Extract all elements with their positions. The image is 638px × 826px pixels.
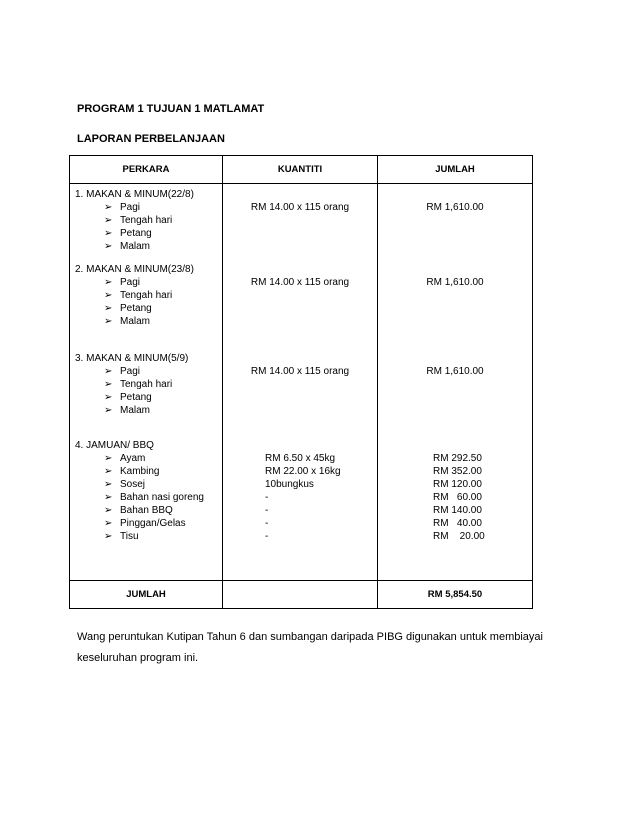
- funding-note: Wang peruntukan Kutipan Tahun 6 dan sumbangan daripada PIBG digunakan untuk membiayai keseluruhan program ini.: [77, 631, 543, 664]
- arrow-bullet-icon: ➢: [104, 453, 113, 464]
- section-title: 1. MAKAN & MINUM(22/8): [75, 189, 194, 200]
- item-label: Tengah hari: [120, 290, 173, 301]
- list-item: [75, 530, 223, 543]
- amount-value: RM 292.50: [433, 453, 482, 464]
- total-empty-cell: [223, 581, 378, 609]
- list-item: [75, 240, 223, 253]
- amount-value: RM 60.00: [433, 492, 482, 503]
- item-label: Pagi: [120, 366, 141, 377]
- item-label: Bahan BBQ: [120, 505, 173, 516]
- section-4: [75, 439, 223, 543]
- quantity-value: -: [265, 492, 269, 503]
- item-label: Petang: [120, 303, 152, 314]
- list-item: [75, 504, 223, 517]
- total-row: [70, 581, 533, 609]
- quantity-value: -: [265, 518, 269, 529]
- item-label: Pagi: [120, 277, 141, 288]
- arrow-bullet-icon: ➢: [104, 492, 113, 503]
- header-perkara: PERKARA: [70, 156, 223, 184]
- arrow-bullet-icon: ➢: [104, 366, 113, 377]
- list-item: [75, 214, 223, 227]
- list-item: [75, 378, 223, 391]
- arrow-bullet-icon: ➢: [104, 379, 113, 390]
- item-label: Tengah hari: [120, 215, 173, 226]
- arrow-bullet-icon: ➢: [104, 228, 113, 239]
- arrow-bullet-icon: ➢: [104, 290, 113, 301]
- arrow-bullet-icon: ➢: [104, 277, 113, 288]
- amount-value: RM 1,610.00: [426, 366, 484, 377]
- item-label: Petang: [120, 228, 152, 239]
- arrow-bullet-icon: ➢: [104, 303, 113, 314]
- section-title: 3. MAKAN & MINUM(5/9): [75, 353, 189, 364]
- item-label: Pagi: [120, 202, 141, 213]
- items-cell: [70, 184, 223, 581]
- arrow-bullet-icon: ➢: [104, 241, 113, 252]
- item-label: Malam: [120, 405, 151, 416]
- item-label: Tisu: [120, 531, 139, 542]
- arrow-bullet-icon: ➢: [104, 316, 113, 327]
- amount-value: RM 140.00: [433, 505, 482, 516]
- total-label: JUMLAH: [70, 581, 223, 609]
- item-label: Bahan nasi goreng: [120, 492, 204, 503]
- arrow-bullet-icon: ➢: [104, 392, 113, 403]
- item-label: Kambing: [120, 466, 160, 477]
- section-title: 4. JAMUAN/ BBQ: [75, 440, 154, 451]
- list-item: [75, 365, 223, 378]
- list-item: [75, 302, 223, 315]
- quantity-value: 10bungkus: [265, 479, 314, 490]
- amount-value: RM 352.00: [433, 466, 482, 477]
- arrow-bullet-icon: ➢: [104, 531, 113, 542]
- item-label: Pinggan/Gelas: [120, 518, 186, 529]
- item-label: Sosej: [120, 479, 146, 490]
- arrow-bullet-icon: ➢: [104, 405, 113, 416]
- list-item: [75, 465, 223, 478]
- report-subtitle: LAPORAN PERBELANJAAN: [77, 133, 225, 145]
- list-item: [75, 201, 223, 214]
- quantity-cell: [223, 184, 378, 581]
- list-item: [75, 478, 223, 491]
- arrow-bullet-icon: ➢: [104, 215, 113, 226]
- section-3: [75, 352, 223, 417]
- arrow-bullet-icon: ➢: [104, 479, 113, 490]
- quantity-value: RM 14.00 x 115 orang: [250, 366, 350, 377]
- expense-table: [69, 155, 533, 609]
- quantity-value: RM 6.50 x 45kg: [265, 453, 336, 464]
- quantity-value: RM 14.00 x 115 orang: [250, 277, 350, 288]
- arrow-bullet-icon: ➢: [104, 466, 113, 477]
- table-header-row: [70, 156, 533, 184]
- item-label: Malam: [120, 316, 151, 327]
- quantity-value: -: [265, 505, 269, 516]
- list-item: [75, 289, 223, 302]
- quantity-value: RM 14.00 x 115 orang: [250, 202, 350, 213]
- total-value: RM 5,854.50: [378, 581, 533, 609]
- header-kuantiti: KUANTITI: [223, 156, 378, 184]
- arrow-bullet-icon: ➢: [104, 202, 113, 213]
- list-item: [75, 404, 223, 417]
- list-item: [75, 391, 223, 404]
- item-label: Malam: [120, 241, 151, 252]
- arrow-bullet-icon: ➢: [104, 505, 113, 516]
- header-jumlah: JUMLAH: [378, 156, 533, 184]
- list-item: [75, 315, 223, 328]
- list-item: [75, 517, 223, 530]
- list-item: [75, 491, 223, 504]
- quantity-value: -: [265, 531, 269, 542]
- section-2: [75, 263, 223, 328]
- amount-value: RM 20.00: [433, 531, 485, 542]
- list-item: [75, 227, 223, 240]
- item-label: Ayam: [120, 453, 146, 464]
- list-item: [75, 452, 223, 465]
- amount-value: RM 1,610.00: [426, 277, 484, 288]
- section-1: [75, 188, 223, 253]
- item-label: Petang: [120, 392, 152, 403]
- section-title: 2. MAKAN & MINUM(23/8): [75, 264, 194, 275]
- amount-value: RM 40.00: [433, 518, 482, 529]
- list-item: [75, 276, 223, 289]
- item-label: Tengah hari: [120, 379, 173, 390]
- amount-value: RM 120.00: [433, 479, 482, 490]
- arrow-bullet-icon: ➢: [104, 518, 113, 529]
- amount-cell: [378, 184, 533, 581]
- table-row: [70, 184, 533, 581]
- document-title: PROGRAM 1 TUJUAN 1 MATLAMAT: [77, 103, 265, 115]
- amount-value: RM 1,610.00: [426, 202, 484, 213]
- quantity-value: RM 22.00 x 16kg: [265, 466, 341, 477]
